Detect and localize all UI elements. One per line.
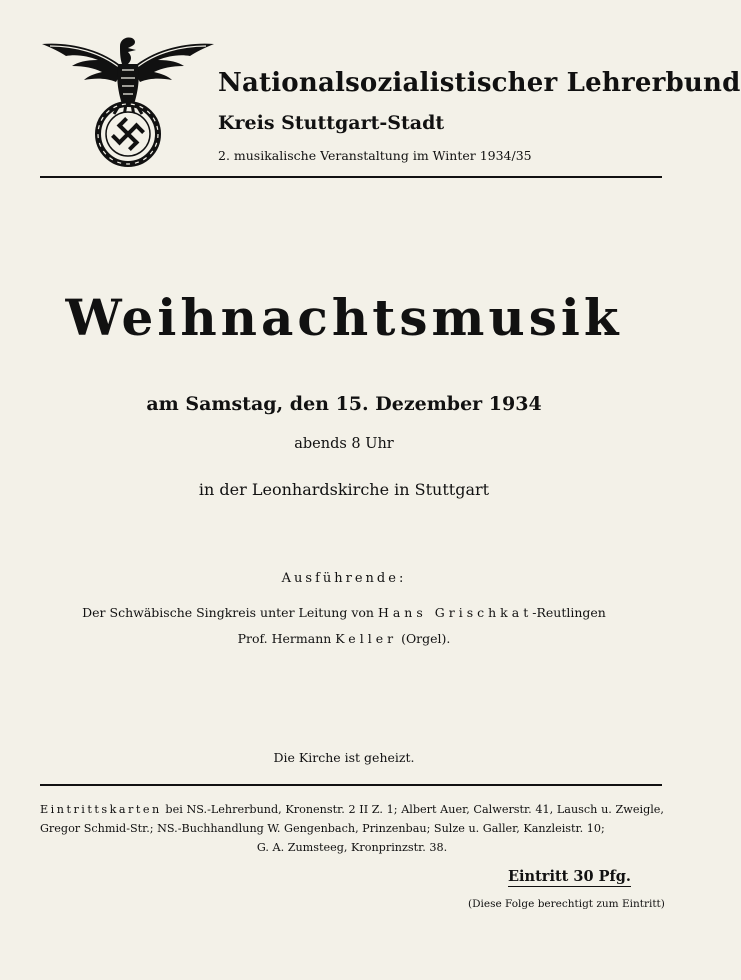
event-series: 2. musikalische Veranstaltung im Winter 1934/35 bbox=[218, 148, 532, 163]
event-time: abends 8 Uhr bbox=[294, 436, 394, 452]
conductor-name: Hans Grischkat bbox=[377, 605, 533, 620]
performers-heading: Ausführende: bbox=[281, 571, 407, 586]
top-divider bbox=[40, 176, 662, 178]
event-date: am Samstag, den 15. Dezember 1934 bbox=[146, 393, 542, 415]
event-location: in der Leonhardskirche in Stuttgart bbox=[198, 480, 490, 499]
ticket-outlets-1: bei NS.-Lehrerbund, Kronenstr. 2 II Z. 1; Albert Auer, Calwerstr. 41, Lausch u. Zweigle, bbox=[165, 803, 664, 816]
church-heated-note: Die Kirche ist geheizt. bbox=[273, 750, 415, 765]
organization-name: Nationalsozialistischer Lehrerbund bbox=[218, 68, 741, 98]
performer-line-organ bbox=[0, 631, 688, 646]
organist-role: (Orgel). bbox=[401, 631, 451, 646]
bottom-divider bbox=[40, 784, 662, 786]
ticket-lead: Eintrittskarten bbox=[40, 803, 162, 816]
event-title: Weihnachtsmusik bbox=[65, 288, 623, 347]
ticket-outlets-3: G. A. Zumsteeg, Kronprinzstr. 38. bbox=[256, 841, 448, 854]
conductor-city: -Reutlingen bbox=[532, 605, 606, 620]
performer-choir-prefix: Der Schwäbische Singkreis unter Leitung von bbox=[82, 605, 374, 620]
admission-price: Eintritt 30 Pfg. bbox=[508, 868, 631, 885]
ticket-sales-info bbox=[40, 800, 664, 857]
admission-note: (Diese Folge berechtigt zum Eintritt) bbox=[468, 898, 665, 910]
eagle-swastika-emblem-icon bbox=[40, 34, 216, 168]
organist-name: Keller bbox=[335, 631, 398, 646]
performer-line-choir bbox=[0, 605, 688, 620]
organist-prefix: Prof. Hermann bbox=[237, 631, 332, 646]
ticket-outlets-2: Gregor Schmid-Str.; NS.-Buchhandlung W. Gengenbach, Prinzenbau; Sulze u. Galler, Kanzleistr. 10; bbox=[40, 822, 605, 835]
district-name: Kreis Stuttgart-Stadt bbox=[218, 112, 445, 134]
